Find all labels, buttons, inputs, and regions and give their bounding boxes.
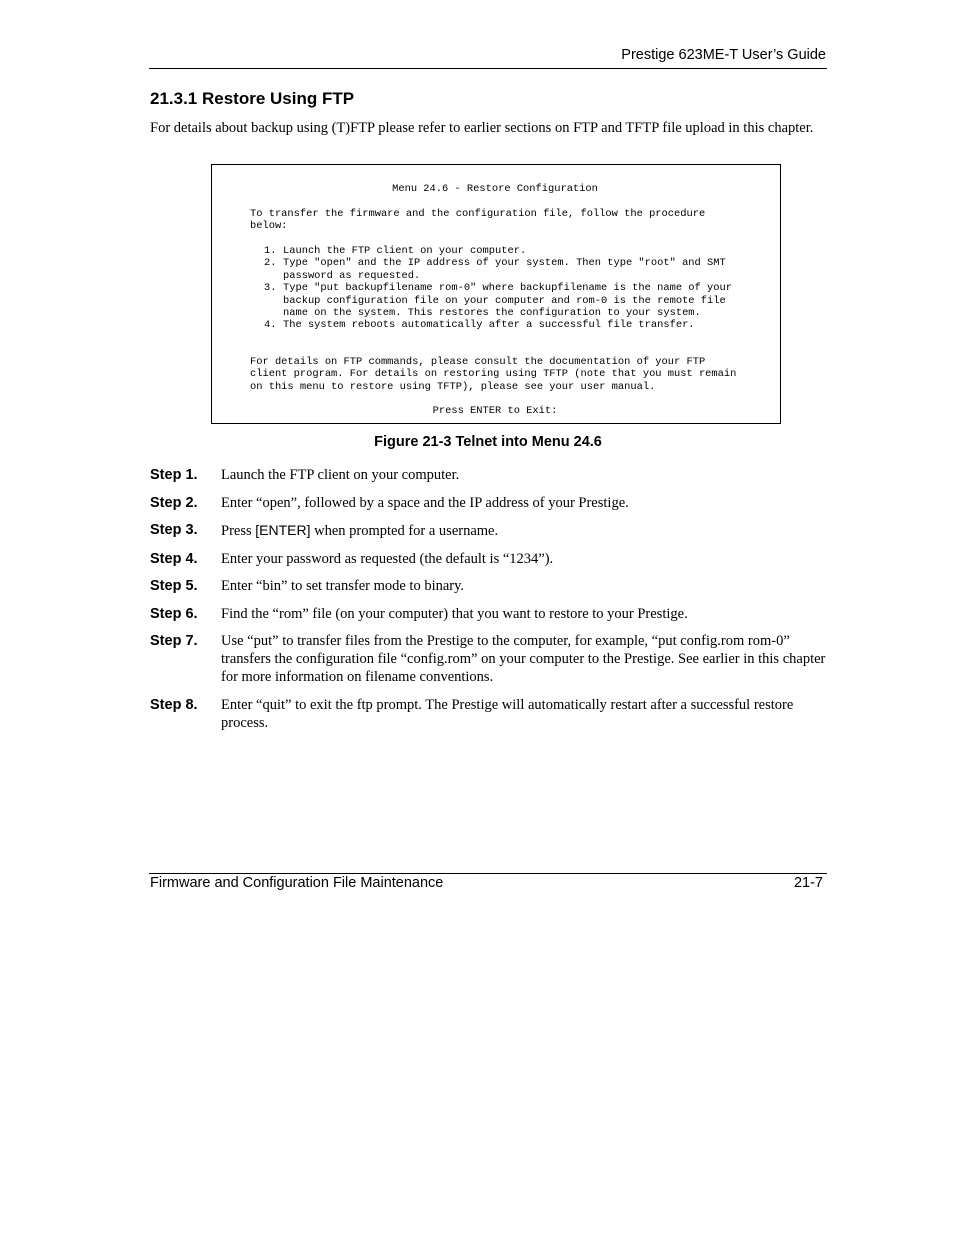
step-item <box>150 605 826 623</box>
menu-step-number: 1. <box>264 245 277 257</box>
menu-step <box>264 257 740 282</box>
step-text-before: Press <box>221 523 256 539</box>
footer-page-number: 21-7 <box>793 875 823 891</box>
step-text: Use “put” to transfer files from the Prestige to the computer, for example, “put config.rom rom-0” transfers the configuration file “config.rom” on your computer to the Prestige. See earlier in this chapter for more information on filename conventions. <box>221 633 826 685</box>
menu-title: Menu 24.6 - Restore Configuration <box>392 183 598 195</box>
intro-paragraph: For details about backup using (T)FTP please refer to earlier sections on FTP and TFTP file upload in this chapter. <box>150 120 814 136</box>
step-item <box>150 466 826 484</box>
step-label: Step 4. <box>150 550 198 567</box>
menu-step <box>264 282 740 319</box>
footer-rule <box>149 873 827 874</box>
menu-step-text: Type "open" and the IP address of your system. Then type "root" and SMT password as requested. <box>283 257 726 282</box>
step-item <box>150 521 826 540</box>
figure-caption: Figure 21-3 Telnet into Menu 24.6 <box>374 434 602 450</box>
step-label: Step 5. <box>150 578 198 594</box>
step-text: Enter “quit” to exit the ftp prompt. The Prestige will automatically restart after a successful restore process. <box>221 696 794 731</box>
menu-step-text: Type "put backupfilename rom-0" where backupfilename is the name of your backup configuration file on your computer and rom-0 is the remote file name on the system. This restores the configuration to your system. <box>283 282 732 320</box>
menu-exit-prompt: Press ENTER to Exit: <box>432 405 558 417</box>
footer-chapter-title: Firmware and Configuration File Maintenance <box>150 875 444 891</box>
enter-key-label: [ENTER] <box>255 522 311 538</box>
step-label: Step 6. <box>150 605 198 622</box>
step-text: Enter your password as requested (the default is “1234”). <box>221 550 554 567</box>
running-header: Prestige 623ME-T User’s Guide <box>621 47 826 63</box>
step-item <box>150 696 826 732</box>
menu-intro: To transfer the firmware and the configuration file, follow the procedure below: <box>250 208 706 233</box>
step-label: Step 7. <box>150 633 198 649</box>
menu-step-text: Launch the FTP client on your computer. <box>283 245 527 257</box>
step-item <box>150 577 826 595</box>
header-rule <box>149 68 827 69</box>
telnet-menu-screen <box>211 164 781 424</box>
step-label: Step 8. <box>150 696 198 713</box>
step-item <box>150 550 826 568</box>
step-text: Enter “bin” to set transfer mode to binary. <box>221 578 465 594</box>
menu-step-number: 4. <box>264 319 277 332</box>
menu-step-number: 3. <box>264 282 277 295</box>
step-label: Step 1. <box>150 467 198 483</box>
menu-step-text: The system reboots automatically after a successful file transfer. <box>283 319 695 332</box>
step-label: Step 3. <box>150 522 198 538</box>
menu-step <box>264 319 740 331</box>
step-text: Enter “open”, followed by a space and the IP address of your Prestige. <box>221 494 629 511</box>
step-text <box>221 521 826 540</box>
step-text: Launch the FTP client on your computer. <box>221 467 460 483</box>
menu-step-number: 2. <box>264 257 277 270</box>
step-text: Find the “rom” file (on your computer) that you want to restore to your Prestige. <box>221 605 688 622</box>
step-list <box>150 466 826 741</box>
step-text-after: when prompted for a username. <box>310 523 499 539</box>
menu-step <box>264 245 740 257</box>
menu-footer-note: For details on FTP commands, please consult the documentation of your FTP client program. For details on restoring using TFTP (note that you must remain on this menu to restore using TFTP), please see your user manual. <box>250 356 737 393</box>
section-title: 21.3.1 Restore Using FTP <box>150 89 355 108</box>
step-item <box>150 494 826 512</box>
step-item <box>150 632 826 686</box>
step-label: Step 2. <box>150 494 198 511</box>
menu-steps <box>264 245 740 332</box>
